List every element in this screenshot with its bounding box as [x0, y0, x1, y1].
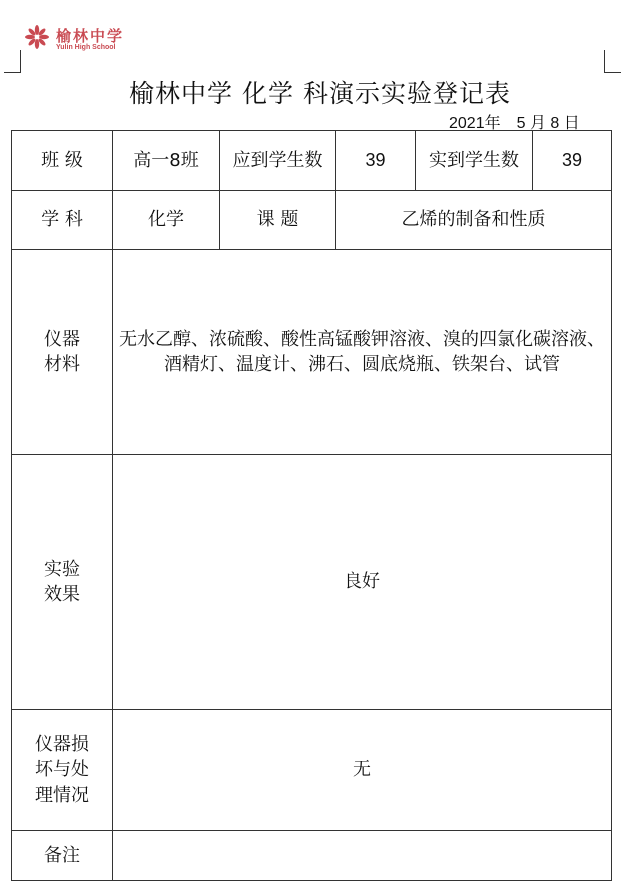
table-row — [12, 191, 612, 250]
materials-label — [12, 250, 113, 455]
expected-students-label: 应到学生数 — [220, 131, 336, 191]
actual-students-value: 39 — [533, 131, 612, 191]
remarks-label: 备注 — [12, 831, 113, 881]
effect-label — [12, 455, 113, 710]
page-title: 榆林中学 化学 科演示实验登记表 — [129, 79, 511, 108]
materials-label-text: 仪器材料 — [44, 328, 80, 375]
school-emblem-icon — [24, 24, 50, 50]
topic-value: 乙烯的制备和性质 — [336, 191, 612, 250]
damage-label-text: 仪器损坏与处理情况 — [35, 734, 89, 806]
page-corner-mark-left — [4, 50, 21, 73]
subject-label: 学 科 — [12, 191, 113, 250]
experiment-record-table — [11, 130, 612, 881]
remarks-value — [113, 831, 612, 881]
materials-value: 无水乙醇、浓硫酸、酸性高锰酸钾溶液、溴的四氯化碳溶液、酒精灯、温度计、沸石、圆底烧瓶、铁架台、试管 — [113, 250, 612, 455]
class-value: 高一8班 — [113, 131, 220, 191]
table-row — [12, 831, 612, 881]
damage-value: 无 — [113, 710, 612, 831]
logo-text-en: Yulin High School — [56, 44, 116, 51]
subject-value: 化学 — [113, 191, 220, 250]
damage-label — [12, 710, 113, 831]
topic-label: 课 题 — [220, 191, 336, 250]
actual-students-label: 实到学生数 — [416, 131, 533, 191]
logo-text-cn: 榆林中学 — [56, 27, 125, 45]
table-row — [12, 455, 612, 710]
expected-students-value: 39 — [336, 131, 416, 191]
table-row — [12, 250, 612, 455]
school-logo — [24, 24, 134, 56]
record-date: 2021年 5 月 8 日 — [449, 115, 580, 132]
page-corner-mark-right — [604, 50, 621, 73]
table-row — [12, 710, 612, 831]
effect-value: 良好 — [113, 455, 612, 710]
effect-label-text: 实验效果 — [44, 558, 80, 605]
table-row — [12, 131, 612, 191]
class-label: 班 级 — [12, 131, 113, 191]
